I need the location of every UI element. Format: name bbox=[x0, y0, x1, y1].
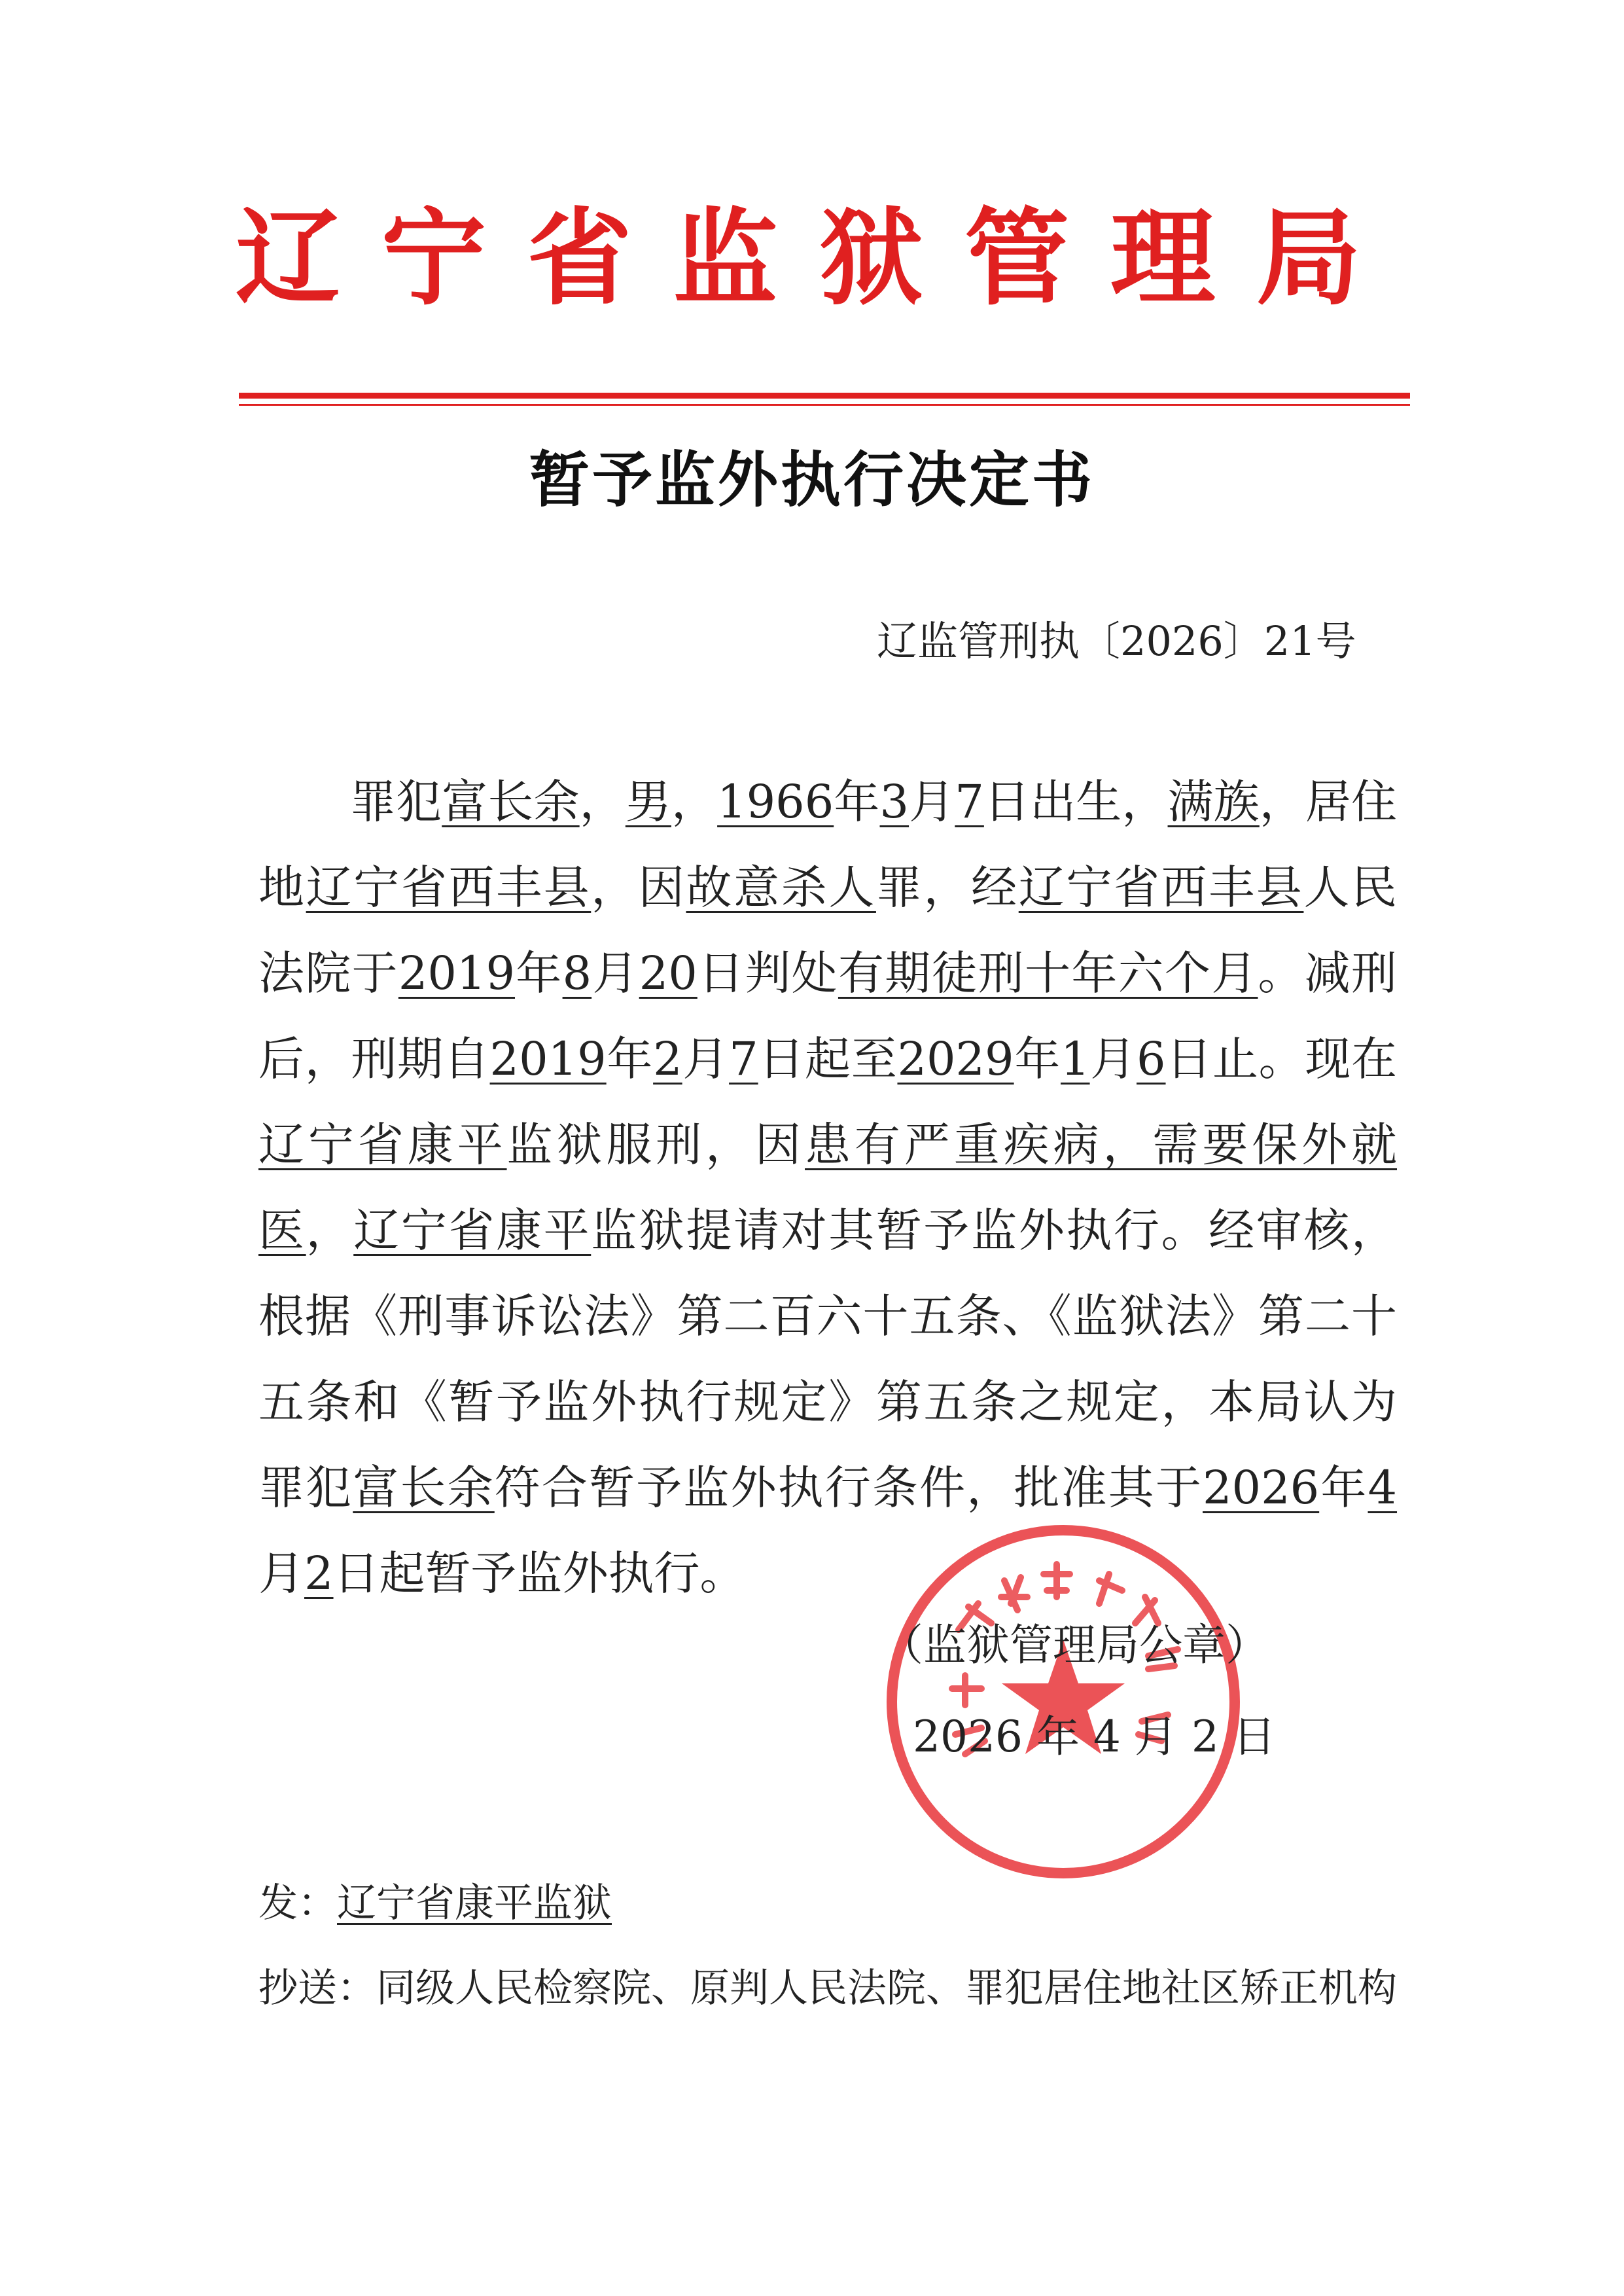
body-text: 月 bbox=[909, 775, 955, 829]
term-start-month: 2 bbox=[653, 1032, 682, 1086]
body-text: 年 bbox=[1014, 1032, 1061, 1086]
gender: 男 bbox=[625, 775, 671, 829]
letterhead-char: 理 bbox=[1110, 197, 1216, 319]
letterhead-char: 省 bbox=[527, 197, 632, 319]
court: 辽宁省西丰县 bbox=[1018, 861, 1304, 914]
document-number: 辽监管刑执〔2026〕21号 bbox=[877, 617, 1356, 665]
birth-day: 7 bbox=[955, 775, 984, 829]
exec-day: 2 bbox=[304, 1547, 334, 1600]
body-text: 月 bbox=[682, 1032, 730, 1086]
body-text: 监狱服刑，因 bbox=[506, 1118, 805, 1172]
judgment-month: 8 bbox=[562, 946, 592, 1000]
letterhead-divider-thick bbox=[239, 393, 1410, 399]
body-text: 月 bbox=[591, 946, 639, 1000]
criminal-name: 富长余 bbox=[442, 775, 580, 829]
recipient-value: 辽宁省康平监狱 bbox=[337, 1880, 612, 1926]
body-text: 年 bbox=[606, 1032, 654, 1086]
body-text: 年 bbox=[834, 775, 880, 829]
body-text: ，因 bbox=[591, 861, 686, 914]
sentence: 有期徒刑十年六个月 bbox=[838, 946, 1258, 1000]
body-text: 日止。现在 bbox=[1165, 1032, 1398, 1086]
recipient-label: 发： bbox=[258, 1880, 337, 1926]
body-text: 日起暂予监外执行。 bbox=[333, 1547, 746, 1600]
letterhead-char: 局 bbox=[1256, 197, 1361, 319]
signing-date: 2026 年 4 月 2 日 bbox=[913, 1712, 1276, 1762]
recipient-line bbox=[258, 1872, 612, 1928]
body-text: 月 bbox=[258, 1547, 304, 1600]
seal-caption: （监狱管理局公章） bbox=[880, 1620, 1269, 1670]
residence: 辽宁省西丰县 bbox=[306, 861, 591, 914]
ethnicity: 满族 bbox=[1167, 775, 1260, 829]
body-text: 罪，经 bbox=[875, 861, 1019, 914]
judgment-day: 20 bbox=[639, 946, 697, 1000]
term-start-day: 7 bbox=[729, 1032, 758, 1086]
prison: 辽宁省康平 bbox=[258, 1118, 507, 1172]
cc-label: 抄送： bbox=[258, 1965, 376, 2011]
body-text: 罪犯 bbox=[350, 775, 442, 829]
reason: 患有严重疾病，需要保外就医 bbox=[258, 1118, 1398, 1257]
cc-value: 同级人民检察院、原判人民法院、罪犯居住地社区矫正机构 bbox=[376, 1965, 1397, 2011]
body-text: 日出生， bbox=[983, 775, 1168, 829]
body-text: 。减刑后，刑期自 bbox=[258, 946, 1398, 1086]
letterhead-char: 狱 bbox=[819, 197, 924, 319]
letterhead-char: 管 bbox=[964, 197, 1070, 319]
letterhead-char: 宁 bbox=[381, 197, 486, 319]
term-end-day: 6 bbox=[1137, 1032, 1166, 1086]
body-text: 日起至 bbox=[758, 1032, 898, 1086]
crime: 故意杀人 bbox=[686, 861, 876, 914]
body-text: 年 bbox=[1319, 1461, 1368, 1515]
body-text: ， bbox=[579, 775, 626, 829]
birth-month: 3 bbox=[879, 775, 909, 829]
body-text: ，居住地 bbox=[258, 775, 1398, 914]
birth-year: 1966 bbox=[717, 775, 834, 829]
letterhead-char: 辽 bbox=[236, 197, 341, 319]
letterhead-title bbox=[236, 177, 1361, 340]
document-title: 暂予监外执行决定书 bbox=[529, 444, 1095, 515]
body-text: 月 bbox=[1089, 1032, 1137, 1086]
criminal-name: 富长余 bbox=[353, 1461, 495, 1515]
letterhead-char: 监 bbox=[673, 197, 778, 319]
body-text: 监狱提请对其暂予监外执行。经审核，根据《刑事诉讼法》第二百六十五条、《监狱法》第二十五条和《暂予监外执行规定》第五条之规定，本局认为罪犯 bbox=[258, 1204, 1398, 1515]
prison: 辽宁省康平 bbox=[353, 1204, 591, 1257]
letterhead-divider-thin bbox=[239, 404, 1410, 406]
term-end-year: 2029 bbox=[897, 1032, 1014, 1086]
term-end-month: 1 bbox=[1061, 1032, 1090, 1086]
cc-line bbox=[258, 1957, 1397, 2013]
body-text: ， bbox=[671, 775, 718, 829]
body-text: 人民法院于 bbox=[258, 861, 1398, 1000]
body-text: ， bbox=[306, 1204, 354, 1257]
judgment-year: 2019 bbox=[398, 946, 516, 1000]
body-text: 符合暂予监外执行条件，批准其于 bbox=[494, 1461, 1203, 1515]
body-text: 年 bbox=[515, 946, 563, 1000]
term-start-year: 2019 bbox=[489, 1032, 607, 1086]
exec-year: 2026 bbox=[1203, 1461, 1320, 1515]
decision-body bbox=[258, 759, 1397, 1617]
body-text: 日判处 bbox=[697, 946, 838, 1000]
exec-month: 4 bbox=[1368, 1461, 1398, 1515]
